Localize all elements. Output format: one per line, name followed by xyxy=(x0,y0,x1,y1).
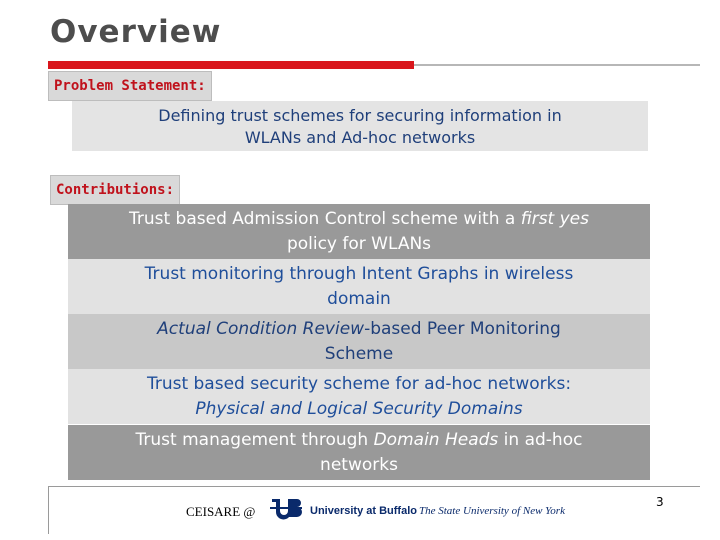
university-name: University at Buffalo xyxy=(310,505,417,517)
contribution-3-emphasis: Actual Condition Review xyxy=(157,319,365,339)
contribution-item-5 xyxy=(68,425,650,480)
contribution-item-1 xyxy=(68,204,650,259)
contribution-5-line1 xyxy=(68,428,650,453)
contribution-2-line1: Trust monitoring through Intent Graphs in wireless xyxy=(144,264,574,284)
contribution-5-text-a: Trust management through xyxy=(135,430,374,450)
contribution-1-text: Trust based Admission Control scheme with a xyxy=(128,209,521,229)
contribution-3-text: -based Peer Monitoring xyxy=(364,319,561,339)
contribution-1-line1 xyxy=(68,207,650,232)
footer-divider xyxy=(48,486,700,487)
problem-text-line1: Defining trust schemes for securing information in xyxy=(158,106,562,125)
title-underline xyxy=(48,61,700,69)
contribution-item-3 xyxy=(68,314,650,369)
contributions-label: Contributions: xyxy=(50,175,180,205)
contribution-item-2 xyxy=(68,259,650,314)
contribution-4-emphasis: Physical and Logical Security Domains xyxy=(195,399,523,419)
page-number: 3 xyxy=(656,495,664,509)
contribution-3-line2: Scheme xyxy=(324,344,394,364)
contribution-1-line2: policy for WLANs xyxy=(286,234,432,254)
contribution-3-line1 xyxy=(68,317,650,342)
contribution-1-emphasis: first yes xyxy=(520,209,589,229)
contribution-4-line2 xyxy=(68,397,650,422)
footer-left-divider xyxy=(48,486,49,534)
ub-logo-icon xyxy=(270,496,302,522)
title-underline-gray xyxy=(414,64,700,66)
contribution-5-text-b: in ad-hoc xyxy=(498,430,583,450)
contribution-5-line2: networks xyxy=(320,455,398,475)
contribution-2-line2: domain xyxy=(327,289,391,309)
contribution-item-4 xyxy=(68,369,650,424)
problem-statement-box xyxy=(72,101,648,151)
contribution-4-line1: Trust based security scheme for ad-hoc networks: xyxy=(146,374,572,394)
contribution-5-emphasis: Domain Heads xyxy=(373,430,499,450)
title-underline-red xyxy=(48,61,414,69)
footer-org: CEISARE @ xyxy=(186,504,256,519)
slide-title: Overview xyxy=(50,14,222,50)
university-subtitle: The State University of New York xyxy=(419,505,565,517)
problem-statement-label: Problem Statement: xyxy=(48,71,212,101)
problem-text-line2: WLANs and Ad-hoc networks xyxy=(244,128,476,147)
